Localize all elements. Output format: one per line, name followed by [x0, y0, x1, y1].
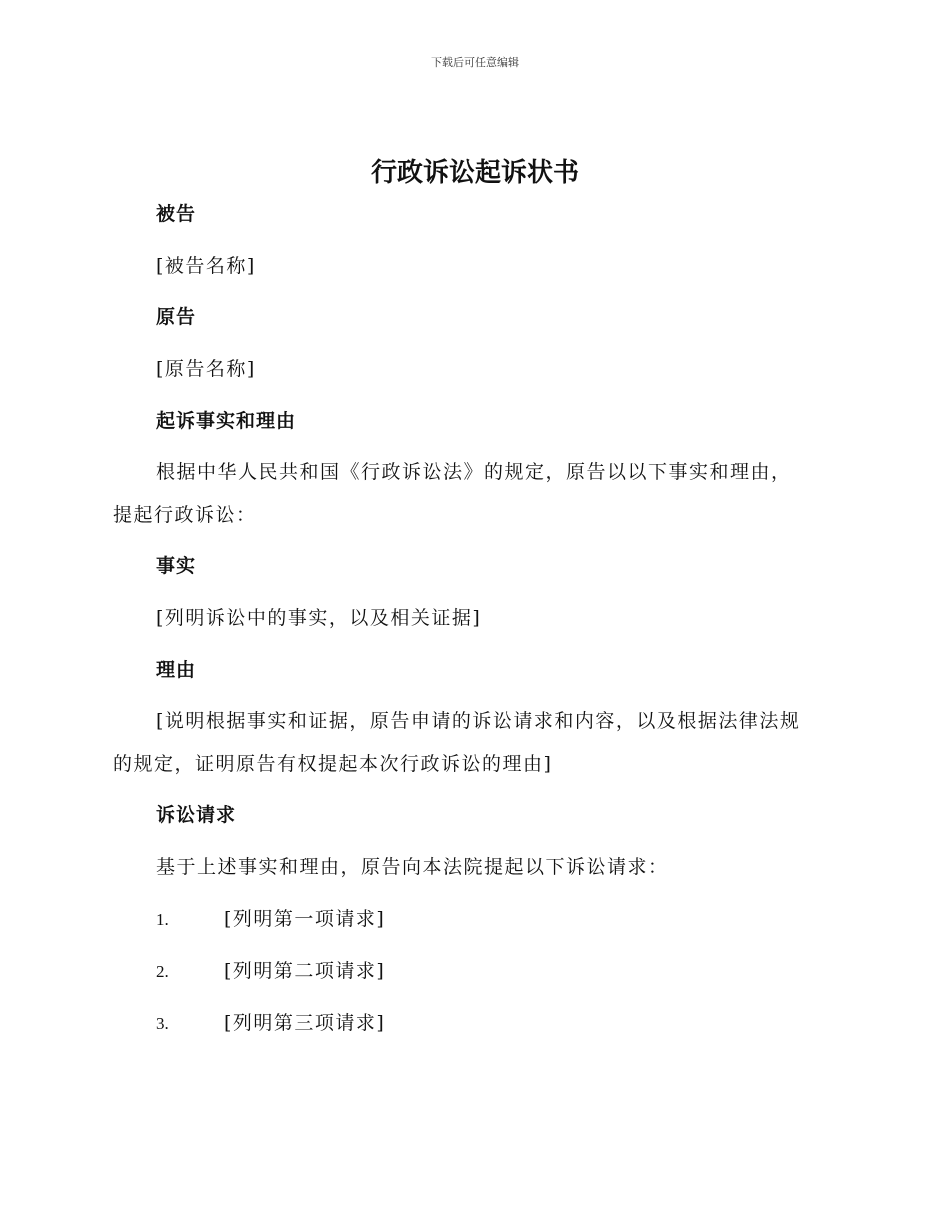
- reasons-paragraph-line-1: [说明根据事实和证据，原告申请的诉讼请求和内容，以及根据法律法规: [156, 710, 801, 732]
- intro-paragraph-line-1: 根据中华人民共和国《行政诉讼法》的规定，原告以以下事实和理由，: [156, 461, 792, 483]
- list-item-text: [列明第三项请求]: [224, 1012, 386, 1034]
- reasons-heading: 理由: [156, 659, 197, 681]
- claims-heading: 诉讼请求: [156, 804, 237, 826]
- header-note: 下载后可任意编辑: [431, 56, 519, 69]
- intro-paragraph-line-2: 提起行政诉讼：: [113, 504, 257, 526]
- reasons-paragraph-line-2: 的规定，证明原告有权提起本次行政诉讼的理由]: [113, 753, 553, 775]
- list-item-text: [列明第一项请求]: [224, 908, 386, 930]
- list-item-number: 2.: [156, 962, 169, 981]
- facts-heading: 事实: [156, 555, 197, 577]
- list-item: [156, 904, 385, 931]
- plaintiff-name: [原告名称]: [156, 358, 256, 380]
- plaintiff-heading: 原告: [156, 306, 197, 328]
- list-item-number: 3.: [156, 1014, 169, 1033]
- defendant-heading: 被告: [156, 203, 197, 225]
- list-item-number: 1.: [156, 910, 169, 929]
- document-title: 行政诉讼起诉状书: [370, 158, 579, 188]
- facts-text: [列明诉讼中的事实，以及相关证据]: [156, 607, 482, 629]
- facts-reasons-heading: 起诉事实和理由: [156, 410, 297, 432]
- claims-intro: 基于上述事实和理由，原告向本法院提起以下诉讼请求：: [156, 856, 669, 878]
- list-item: [156, 956, 385, 983]
- list-item: [156, 1008, 385, 1035]
- list-item-text: [列明第二项请求]: [224, 960, 386, 982]
- defendant-name: [被告名称]: [156, 255, 256, 277]
